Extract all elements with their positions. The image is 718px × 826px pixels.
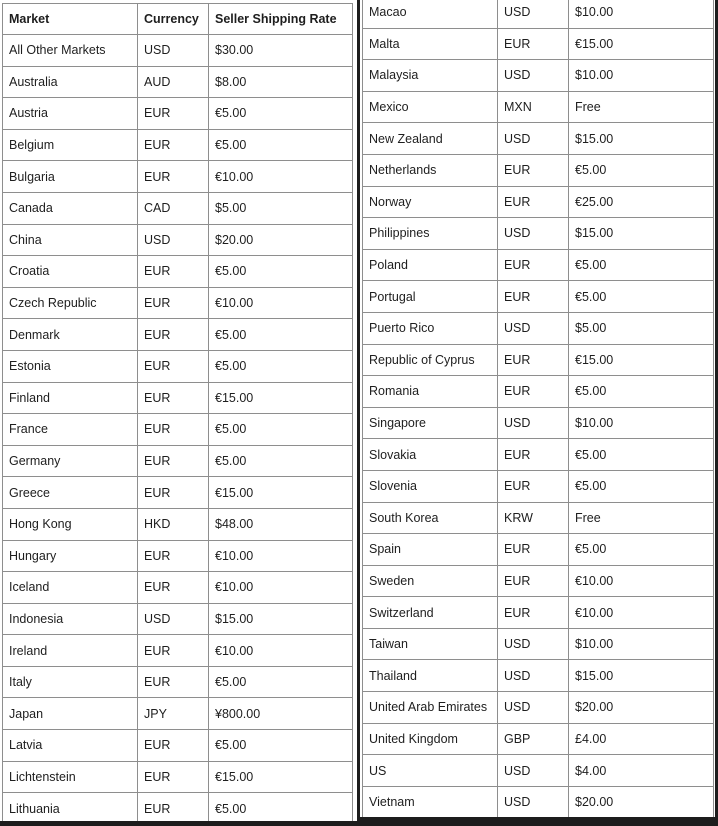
- cell-rate: €5.00: [209, 414, 353, 446]
- cell-currency: EUR: [138, 287, 209, 319]
- cell-currency: EUR: [138, 98, 209, 130]
- cell-rate: $20.00: [569, 692, 714, 724]
- table-row: [3, 129, 353, 161]
- cell-rate: $15.00: [569, 218, 714, 250]
- table-row: [363, 154, 714, 186]
- cell-market: Denmark: [3, 319, 138, 351]
- cell-market: Puerto Rico: [363, 312, 498, 344]
- table-row: [3, 572, 353, 604]
- cell-currency: EUR: [498, 565, 569, 597]
- cell-currency: USD: [498, 660, 569, 692]
- cell-rate: €5.00: [569, 281, 714, 313]
- cell-rate: $15.00: [209, 603, 353, 635]
- cell-currency: USD: [498, 60, 569, 92]
- table-row: [3, 66, 353, 98]
- cell-currency: EUR: [498, 154, 569, 186]
- cell-market: Singapore: [363, 407, 498, 439]
- cell-currency: EUR: [138, 414, 209, 446]
- table-row: [3, 761, 353, 793]
- cell-currency: USD: [138, 35, 209, 67]
- cell-currency: USD: [498, 0, 569, 28]
- cell-currency: USD: [498, 407, 569, 439]
- cell-currency: EUR: [138, 382, 209, 414]
- cell-market: Latvia: [3, 730, 138, 762]
- cell-market: Slovakia: [363, 439, 498, 471]
- table-row: [3, 287, 353, 319]
- shipping-table-right-panel: [360, 0, 715, 817]
- column-header-currency: Currency: [138, 4, 209, 35]
- cell-market: Taiwan: [363, 628, 498, 660]
- cell-rate: €5.00: [209, 256, 353, 288]
- cell-rate: €5.00: [209, 98, 353, 130]
- cell-market: Germany: [3, 445, 138, 477]
- table-row: [363, 628, 714, 660]
- cell-rate: €10.00: [209, 161, 353, 193]
- table-row: [3, 793, 353, 821]
- cell-rate: €10.00: [209, 287, 353, 319]
- cell-currency: EUR: [138, 540, 209, 572]
- table-header-row: [3, 4, 353, 35]
- cell-rate: €5.00: [569, 534, 714, 566]
- cell-rate: $10.00: [569, 407, 714, 439]
- cell-currency: USD: [498, 755, 569, 787]
- cell-market: Croatia: [3, 256, 138, 288]
- cell-market: Belgium: [3, 129, 138, 161]
- table-row: [363, 407, 714, 439]
- cell-rate: €15.00: [209, 477, 353, 509]
- table-row: [3, 224, 353, 256]
- cell-market: Indonesia: [3, 603, 138, 635]
- cell-rate: €5.00: [569, 249, 714, 281]
- table-row: [3, 382, 353, 414]
- table-row: [3, 350, 353, 382]
- cell-rate: €5.00: [209, 319, 353, 351]
- shipping-rates-table-right: [362, 0, 714, 817]
- cell-currency: USD: [498, 312, 569, 344]
- table-row: [3, 98, 353, 130]
- cell-currency: EUR: [498, 534, 569, 566]
- cell-rate: $5.00: [209, 192, 353, 224]
- table-row: [363, 312, 714, 344]
- cell-rate: €15.00: [569, 28, 714, 60]
- cell-market: Netherlands: [363, 154, 498, 186]
- table-row: [363, 91, 714, 123]
- cell-currency: EUR: [138, 477, 209, 509]
- cell-rate: $20.00: [209, 224, 353, 256]
- shipping-rates-table-left: [2, 3, 353, 821]
- cell-market: Macao: [363, 0, 498, 28]
- cell-market: All Other Markets: [3, 35, 138, 67]
- cell-market: Italy: [3, 666, 138, 698]
- cell-rate: $48.00: [209, 508, 353, 540]
- cell-market: Australia: [3, 66, 138, 98]
- table-row: [3, 666, 353, 698]
- cell-market: Hong Kong: [3, 508, 138, 540]
- cell-rate: €5.00: [209, 730, 353, 762]
- table-row: [363, 597, 714, 629]
- cell-market: United Kingdom: [363, 723, 498, 755]
- cell-currency: EUR: [138, 129, 209, 161]
- cell-market: Iceland: [3, 572, 138, 604]
- table-row: [3, 319, 353, 351]
- cell-rate: £4.00: [569, 723, 714, 755]
- column-header-seller-shipping-rate: Seller Shipping Rate: [209, 4, 353, 35]
- cell-rate: ¥800.00: [209, 698, 353, 730]
- cell-currency: USD: [498, 692, 569, 724]
- table-row: [363, 723, 714, 755]
- cell-rate: €25.00: [569, 186, 714, 218]
- table-row: [363, 565, 714, 597]
- cell-currency: HKD: [138, 508, 209, 540]
- cell-currency: EUR: [138, 761, 209, 793]
- table-row: [363, 786, 714, 817]
- table-body-right: [363, 0, 714, 817]
- cell-market: Bulgaria: [3, 161, 138, 193]
- cell-currency: EUR: [498, 597, 569, 629]
- cell-currency: CAD: [138, 192, 209, 224]
- cell-market: Romania: [363, 376, 498, 408]
- table-row: [363, 60, 714, 92]
- table-row: [363, 281, 714, 313]
- cell-currency: USD: [498, 786, 569, 817]
- cell-market: United Arab Emirates: [363, 692, 498, 724]
- table-row: [3, 698, 353, 730]
- cell-rate: $10.00: [569, 628, 714, 660]
- table-row: [363, 439, 714, 471]
- cell-currency: EUR: [498, 376, 569, 408]
- cell-market: Canada: [3, 192, 138, 224]
- table-row: [363, 186, 714, 218]
- cell-rate: €15.00: [569, 344, 714, 376]
- table-body-left: [3, 35, 353, 822]
- cell-currency: USD: [498, 123, 569, 155]
- cell-market: Lithuania: [3, 793, 138, 821]
- cell-rate: €10.00: [569, 565, 714, 597]
- table-row: [363, 755, 714, 787]
- cell-rate: €5.00: [569, 154, 714, 186]
- cell-market: Republic of Cyprus: [363, 344, 498, 376]
- cell-market: Thailand: [363, 660, 498, 692]
- cell-currency: EUR: [138, 793, 209, 821]
- cell-market: Ireland: [3, 635, 138, 667]
- cell-market: Austria: [3, 98, 138, 130]
- cell-currency: USD: [498, 628, 569, 660]
- table-row: [363, 218, 714, 250]
- cell-market: Finland: [3, 382, 138, 414]
- cell-rate: Free: [569, 502, 714, 534]
- cell-market: South Korea: [363, 502, 498, 534]
- table-row: [363, 502, 714, 534]
- table-row: [3, 414, 353, 446]
- table-row: [363, 470, 714, 502]
- cell-currency: JPY: [138, 698, 209, 730]
- cell-market: France: [3, 414, 138, 446]
- cell-market: US: [363, 755, 498, 787]
- cell-currency: EUR: [498, 28, 569, 60]
- cell-rate: $5.00: [569, 312, 714, 344]
- table-row: [3, 256, 353, 288]
- table-row: [363, 0, 714, 28]
- table-row: [3, 35, 353, 67]
- cell-rate: €10.00: [209, 635, 353, 667]
- cell-market: Slovenia: [363, 470, 498, 502]
- cell-rate: €5.00: [209, 793, 353, 821]
- table-row: [363, 660, 714, 692]
- cell-rate: $10.00: [569, 0, 714, 28]
- cell-rate: €15.00: [209, 761, 353, 793]
- cell-rate: €15.00: [209, 382, 353, 414]
- cell-currency: GBP: [498, 723, 569, 755]
- table-row: [3, 445, 353, 477]
- table-row: [3, 730, 353, 762]
- table-row: [3, 508, 353, 540]
- cell-rate: $4.00: [569, 755, 714, 787]
- cell-rate: $20.00: [569, 786, 714, 817]
- cell-rate: €10.00: [569, 597, 714, 629]
- cell-market: Estonia: [3, 350, 138, 382]
- cell-currency: EUR: [138, 445, 209, 477]
- cell-market: Philippines: [363, 218, 498, 250]
- cell-currency: EUR: [138, 572, 209, 604]
- cell-market: Portugal: [363, 281, 498, 313]
- cell-currency: EUR: [498, 281, 569, 313]
- cell-rate: €5.00: [209, 666, 353, 698]
- table-row: [3, 161, 353, 193]
- table-row: [3, 477, 353, 509]
- table-row: [363, 28, 714, 60]
- cell-currency: EUR: [498, 439, 569, 471]
- cell-rate: €5.00: [569, 470, 714, 502]
- cell-currency: EUR: [138, 635, 209, 667]
- cell-currency: AUD: [138, 66, 209, 98]
- cell-rate: $10.00: [569, 60, 714, 92]
- cell-rate: €5.00: [569, 439, 714, 471]
- cell-currency: EUR: [138, 666, 209, 698]
- cell-market: New Zealand: [363, 123, 498, 155]
- cell-market: Lichtenstein: [3, 761, 138, 793]
- cell-rate: €10.00: [209, 540, 353, 572]
- cell-rate: €5.00: [209, 129, 353, 161]
- cell-currency: EUR: [498, 470, 569, 502]
- cell-rate: $15.00: [569, 660, 714, 692]
- table-row: [363, 692, 714, 724]
- cell-currency: USD: [138, 224, 209, 256]
- cell-market: Japan: [3, 698, 138, 730]
- cell-market: Greece: [3, 477, 138, 509]
- cell-currency: USD: [498, 218, 569, 250]
- table-row: [363, 344, 714, 376]
- table-row: [363, 123, 714, 155]
- cell-currency: EUR: [138, 730, 209, 762]
- table-row: [363, 376, 714, 408]
- cell-rate: Free: [569, 91, 714, 123]
- cell-currency: EUR: [498, 249, 569, 281]
- cell-rate: €10.00: [209, 572, 353, 604]
- shipping-table-left-panel: [0, 0, 357, 821]
- cell-market: Mexico: [363, 91, 498, 123]
- table-row: [363, 534, 714, 566]
- cell-rate: $15.00: [569, 123, 714, 155]
- cell-market: Czech Republic: [3, 287, 138, 319]
- table-row: [3, 540, 353, 572]
- cell-currency: EUR: [138, 319, 209, 351]
- cell-market: China: [3, 224, 138, 256]
- cell-currency: EUR: [498, 344, 569, 376]
- cell-market: Spain: [363, 534, 498, 566]
- cell-currency: EUR: [138, 256, 209, 288]
- cell-rate: €5.00: [569, 376, 714, 408]
- cell-currency: EUR: [498, 186, 569, 218]
- cell-currency: MXN: [498, 91, 569, 123]
- table-row: [3, 192, 353, 224]
- cell-market: Vietnam: [363, 786, 498, 817]
- cell-currency: KRW: [498, 502, 569, 534]
- cell-rate: €5.00: [209, 350, 353, 382]
- cell-market: Malta: [363, 28, 498, 60]
- cell-market: Norway: [363, 186, 498, 218]
- table-row: [3, 603, 353, 635]
- cell-currency: EUR: [138, 161, 209, 193]
- cell-rate: $30.00: [209, 35, 353, 67]
- cell-market: Switzerland: [363, 597, 498, 629]
- column-header-market: Market: [3, 4, 138, 35]
- cell-currency: USD: [138, 603, 209, 635]
- cell-market: Malaysia: [363, 60, 498, 92]
- table-row: [363, 249, 714, 281]
- cell-rate: €5.00: [209, 445, 353, 477]
- cell-market: Hungary: [3, 540, 138, 572]
- cell-currency: EUR: [138, 350, 209, 382]
- cell-rate: $8.00: [209, 66, 353, 98]
- cell-market: Poland: [363, 249, 498, 281]
- table-row: [3, 635, 353, 667]
- cell-market: Sweden: [363, 565, 498, 597]
